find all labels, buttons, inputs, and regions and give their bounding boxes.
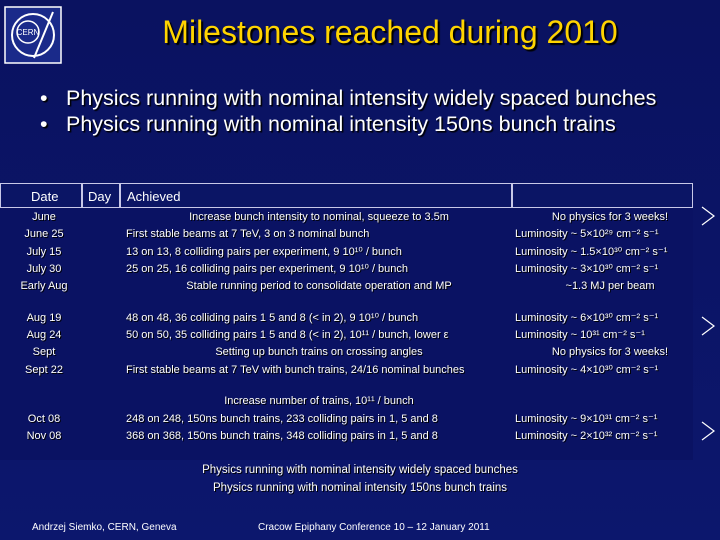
achieved-cell: Increase bunch intensity to nominal, squeeze to 3.5m (189, 211, 449, 223)
result-cell: Luminosity ~ 3×10³⁰ cm⁻² s⁻¹ (515, 263, 659, 275)
date-cell: June 25 (24, 228, 64, 240)
cern-logo (4, 6, 62, 64)
date-cell: July 15 (26, 246, 62, 258)
chevron-right-icon (698, 420, 720, 442)
achieved-cell: 13 on 13, 8 colliding pairs per experiment, 9 10¹⁰ / bunch (126, 246, 402, 258)
svg-text:CERN: CERN (16, 28, 40, 37)
bullet-list (30, 86, 710, 138)
result-cell: No physics for 3 weeks! (551, 211, 669, 223)
result-cell: Luminosity ~ 1.5×10³⁰ cm⁻² s⁻¹ (515, 246, 668, 258)
date-cell: Oct 08 (27, 413, 61, 425)
achieved-cell: 25 on 25, 16 colliding pairs per experiment, 9 10¹⁰ / bunch (126, 263, 409, 275)
date-cell: Aug 24 (26, 329, 62, 341)
chevron-right-icon (698, 315, 720, 337)
achieved-cell: 248 on 248, 150ns bunch trains, 233 colliding pairs in 1, 5 and 8 (126, 413, 438, 425)
achieved-cell: First stable beams at 7 TeV with bunch trains, 24/16 nominal bunches (126, 364, 465, 376)
result-cell: Luminosity ~ 6×10³⁰ cm⁻² s⁻¹ (515, 312, 659, 324)
achieved-cell: Stable running period to consolidate operation and MP (186, 280, 452, 292)
achieved-cell: 50 on 50, 35 colliding pairs 1 5 and 8 (< in 2), 10¹¹ / bunch, lower ε (126, 329, 449, 341)
page-title: Milestones reached during 2010 (162, 14, 618, 50)
achieved-cell: First stable beams at 7 TeV, 3 on 3 nominal bunch (126, 228, 370, 240)
date-cell: Aug 19 (26, 312, 62, 324)
footer-author: Andrzej Siemko, CERN, Geneva (32, 522, 177, 533)
date-cell: Early Aug (20, 280, 68, 292)
chevron-right-icon (698, 205, 720, 227)
column-header-result (512, 183, 693, 208)
result-cell: Luminosity ~ 2×10³² cm⁻² s⁻¹ (515, 430, 658, 442)
column-header-achieved: Achieved (120, 183, 512, 208)
achieved-cell: Setting up bunch trains on crossing angles (215, 346, 423, 358)
result-cell: Luminosity ~ 4×10³⁰ cm⁻² s⁻¹ (515, 364, 659, 376)
bullet-icon: • (40, 112, 48, 136)
result-cell: No physics for 3 weeks! (551, 346, 669, 358)
achieved-cell: 368 on 368, 150ns bunch trains, 348 colliding pairs in 1, 5 and 8 (126, 430, 438, 442)
date-cell: June (32, 211, 56, 223)
column-header-day: Day (82, 183, 120, 208)
result-cell: Luminosity ~ 9×10³¹ cm⁻² s⁻¹ (515, 413, 658, 425)
summary-line: Physics running with nominal intensity widely spaced bunches (202, 464, 518, 476)
date-cell: Sept (32, 346, 56, 358)
summary-line: Physics running with nominal intensity 150ns bunch trains (212, 482, 508, 494)
bullet-icon: • (40, 86, 48, 110)
result-cell: Luminosity ~ 5×10²⁹ cm⁻² s⁻¹ (515, 228, 659, 240)
date-cell: July 30 (26, 263, 62, 275)
result-cell: Luminosity ~ 10³¹ cm⁻² s⁻¹ (515, 329, 645, 341)
bullet-item: • Physics running with nominal intensity widely spaced bunches (40, 86, 657, 110)
achieved-cell: Increase number of trains, 10¹¹ / bunch (224, 395, 414, 407)
date-cell: Sept 22 (25, 364, 63, 376)
column-header-date: Date (0, 183, 82, 208)
result-cell: ~1.3 MJ per beam (565, 280, 655, 292)
date-cell: Nov 08 (26, 430, 62, 442)
achieved-cell: 48 on 48, 36 colliding pairs 1 5 and 8 (< in 2), 9 10¹⁰ / bunch (126, 312, 419, 324)
bullet-item: • Physics running with nominal intensity 150ns bunch trains (40, 112, 616, 136)
footer-conference: Cracow Epiphany Conference 10 – 12 January 2011 (258, 522, 490, 533)
